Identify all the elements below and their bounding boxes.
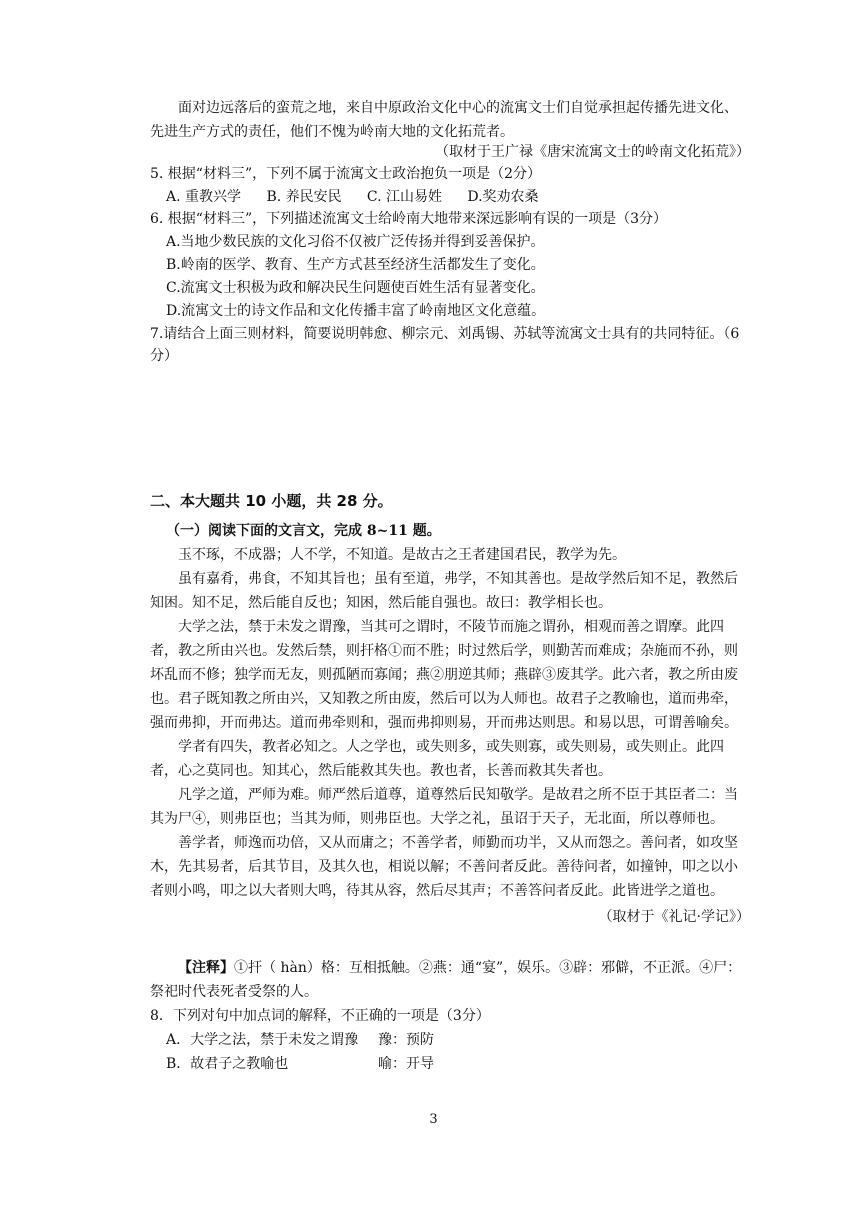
q5-option-a: A. 重教兴学 bbox=[166, 189, 242, 205]
q8-option-a bbox=[166, 1028, 358, 1052]
top-para-source: （取材于王广禄《唐宋流寓文士的岭南文化拓荒》） bbox=[435, 144, 750, 160]
q5-option-b: B. 养民安民 bbox=[266, 189, 342, 205]
classical-p6: 凡学之道，严师为难。师严然后道尊，道尊然后民知敬学。是故君之所不臣于其臣者二：当其为尸④，则弗臣也；当其为师，则弗臣也。大学之礼，虽诏于天子，无北面，所以尊师也。 bbox=[150, 787, 738, 827]
notes-text: ①扞（ hàn）格：互相抵触。②燕：通“宴”，娱乐。③辟：邪僻，不正派。④尸：祭祀时代表死者受祭的人。 bbox=[150, 960, 742, 1000]
classical-p3: 大学之法，禁于未发之谓豫，当其可之谓时，不陵节而施之谓孙，相观而善之谓摩。此四者，教之所由兴也。发然后禁，则扞格①而不胜；时过然后学，则勤苦而难成；杂施而不孙，则坏乱而不修；独学而无友，则孤陋而寡闻；燕②朋逆其师；燕辟③废其学。此六者，教之所由废也。 bbox=[150, 619, 738, 707]
q8-stem: 8．下列对句中加点词的解释，不正确的一项是（3分） bbox=[150, 1008, 490, 1024]
classical-p5: 学者有四失，教者必知之。人之学也，或失则多，或失则寡，或失则易，或失则止。此四者，心之莫同也。知其心，然后能救其失也。教也者，长善而救其失者也。 bbox=[150, 739, 724, 779]
q8-option-a-gloss: 豫：预防 bbox=[378, 1032, 434, 1048]
classical-p4: 君子既知教之所由兴，又知教之所由废，然后可以为人师也。故君子之教喻也，道而弗牵，强而弗抑，开而弗达。道而弗牵则和，强而弗抑则易，开而弗达则思。和易以思，可谓善喻矣。 bbox=[150, 691, 738, 731]
notes-label: 【注释】 bbox=[178, 960, 234, 976]
q7-line1: 7.请结合上面三则材料，简要说明韩愈、柳宗元、刘禹锡、苏轼等流寓文士具有的共同特征。（6 bbox=[150, 326, 740, 342]
classical-p7: 善学者，师逸而功倍，又从而庸之；不善学者，师勤而功半，又从而怨之。善问者，如攻坚木，先其易者，后其节目，及其久也，相说以解；不善问者反此。善待问者，如撞钟，叩之以小者则小鸣，叩之以大者则大鸣，待其从容，然后尽其声；不善答问者反此。此皆进学之道也。 bbox=[150, 835, 738, 899]
notes bbox=[150, 956, 750, 1004]
q6-option-c: C.流寓文士积极为政和解决民生问题使百姓生活有显著变化。 bbox=[166, 280, 545, 296]
q6-option-d: D.流寓文士的诗文作品和文化传播丰富了岭南地区文化意蕴。 bbox=[166, 303, 546, 319]
classical-p2: 虽有嘉肴，弗食，不知其旨也；虽有至道，弗学，不知其善也。是故学然后知不足，教然后知困。知不足，然后能自反也；知困，然后能自强也。故曰：教学相长也。 bbox=[150, 571, 738, 611]
section-title: 二、本大题共 10 小题，共 28 分。 bbox=[150, 492, 393, 510]
q8-option-b-gloss: 喻：开导 bbox=[378, 1056, 434, 1072]
q8-option-b bbox=[166, 1052, 288, 1076]
top-para-line2: 先进生产方式的责任，他们不愧为岭南大地的文化拓荒者。 bbox=[150, 124, 514, 140]
q5-option-c: C. 江山易姓 bbox=[366, 189, 443, 205]
q5-stem: 5. 根据“材料三”，下列不属于流寓文士政治抱负一项是（2分） bbox=[150, 166, 542, 182]
q6-option-b: B.岭南的医学、教育、生产方式甚至经济生活都发生了变化。 bbox=[166, 257, 545, 273]
section-subtitle: （一）阅读下面的文言文，完成 8~11 题。 bbox=[166, 523, 441, 539]
q6-option-a: A.当地少数民族的文化习俗不仅被广泛传扬并得到妥善保护。 bbox=[166, 234, 545, 250]
top-para-line1: 面对边远落后的蛮荒之地，来自中原政治文化中心的流寓文士们自觉承担起传播先进文化、 bbox=[178, 100, 738, 116]
q5-options bbox=[166, 185, 539, 209]
q6-stem: 6. 根据“材料三”，下列描述流寓文士给岭南大地带来深远影响有误的一项是（3分） bbox=[150, 211, 668, 227]
page-number: 3 bbox=[429, 1112, 438, 1127]
classical-source: （取材于《礼记·学记》） bbox=[598, 909, 750, 925]
classical-p1: 玉不琢，不成器；人不学，不知道。是故古之王者建国君民，教学为先。 bbox=[178, 547, 626, 563]
q8-option-a-text: A．大学之法，禁于未发之谓豫 bbox=[166, 1032, 359, 1048]
q8-option-b-text: B．故君子之教喻也 bbox=[166, 1056, 289, 1072]
q7-line2: 分） bbox=[150, 348, 178, 364]
q5-option-d: D.奖劝农桑 bbox=[467, 189, 539, 205]
